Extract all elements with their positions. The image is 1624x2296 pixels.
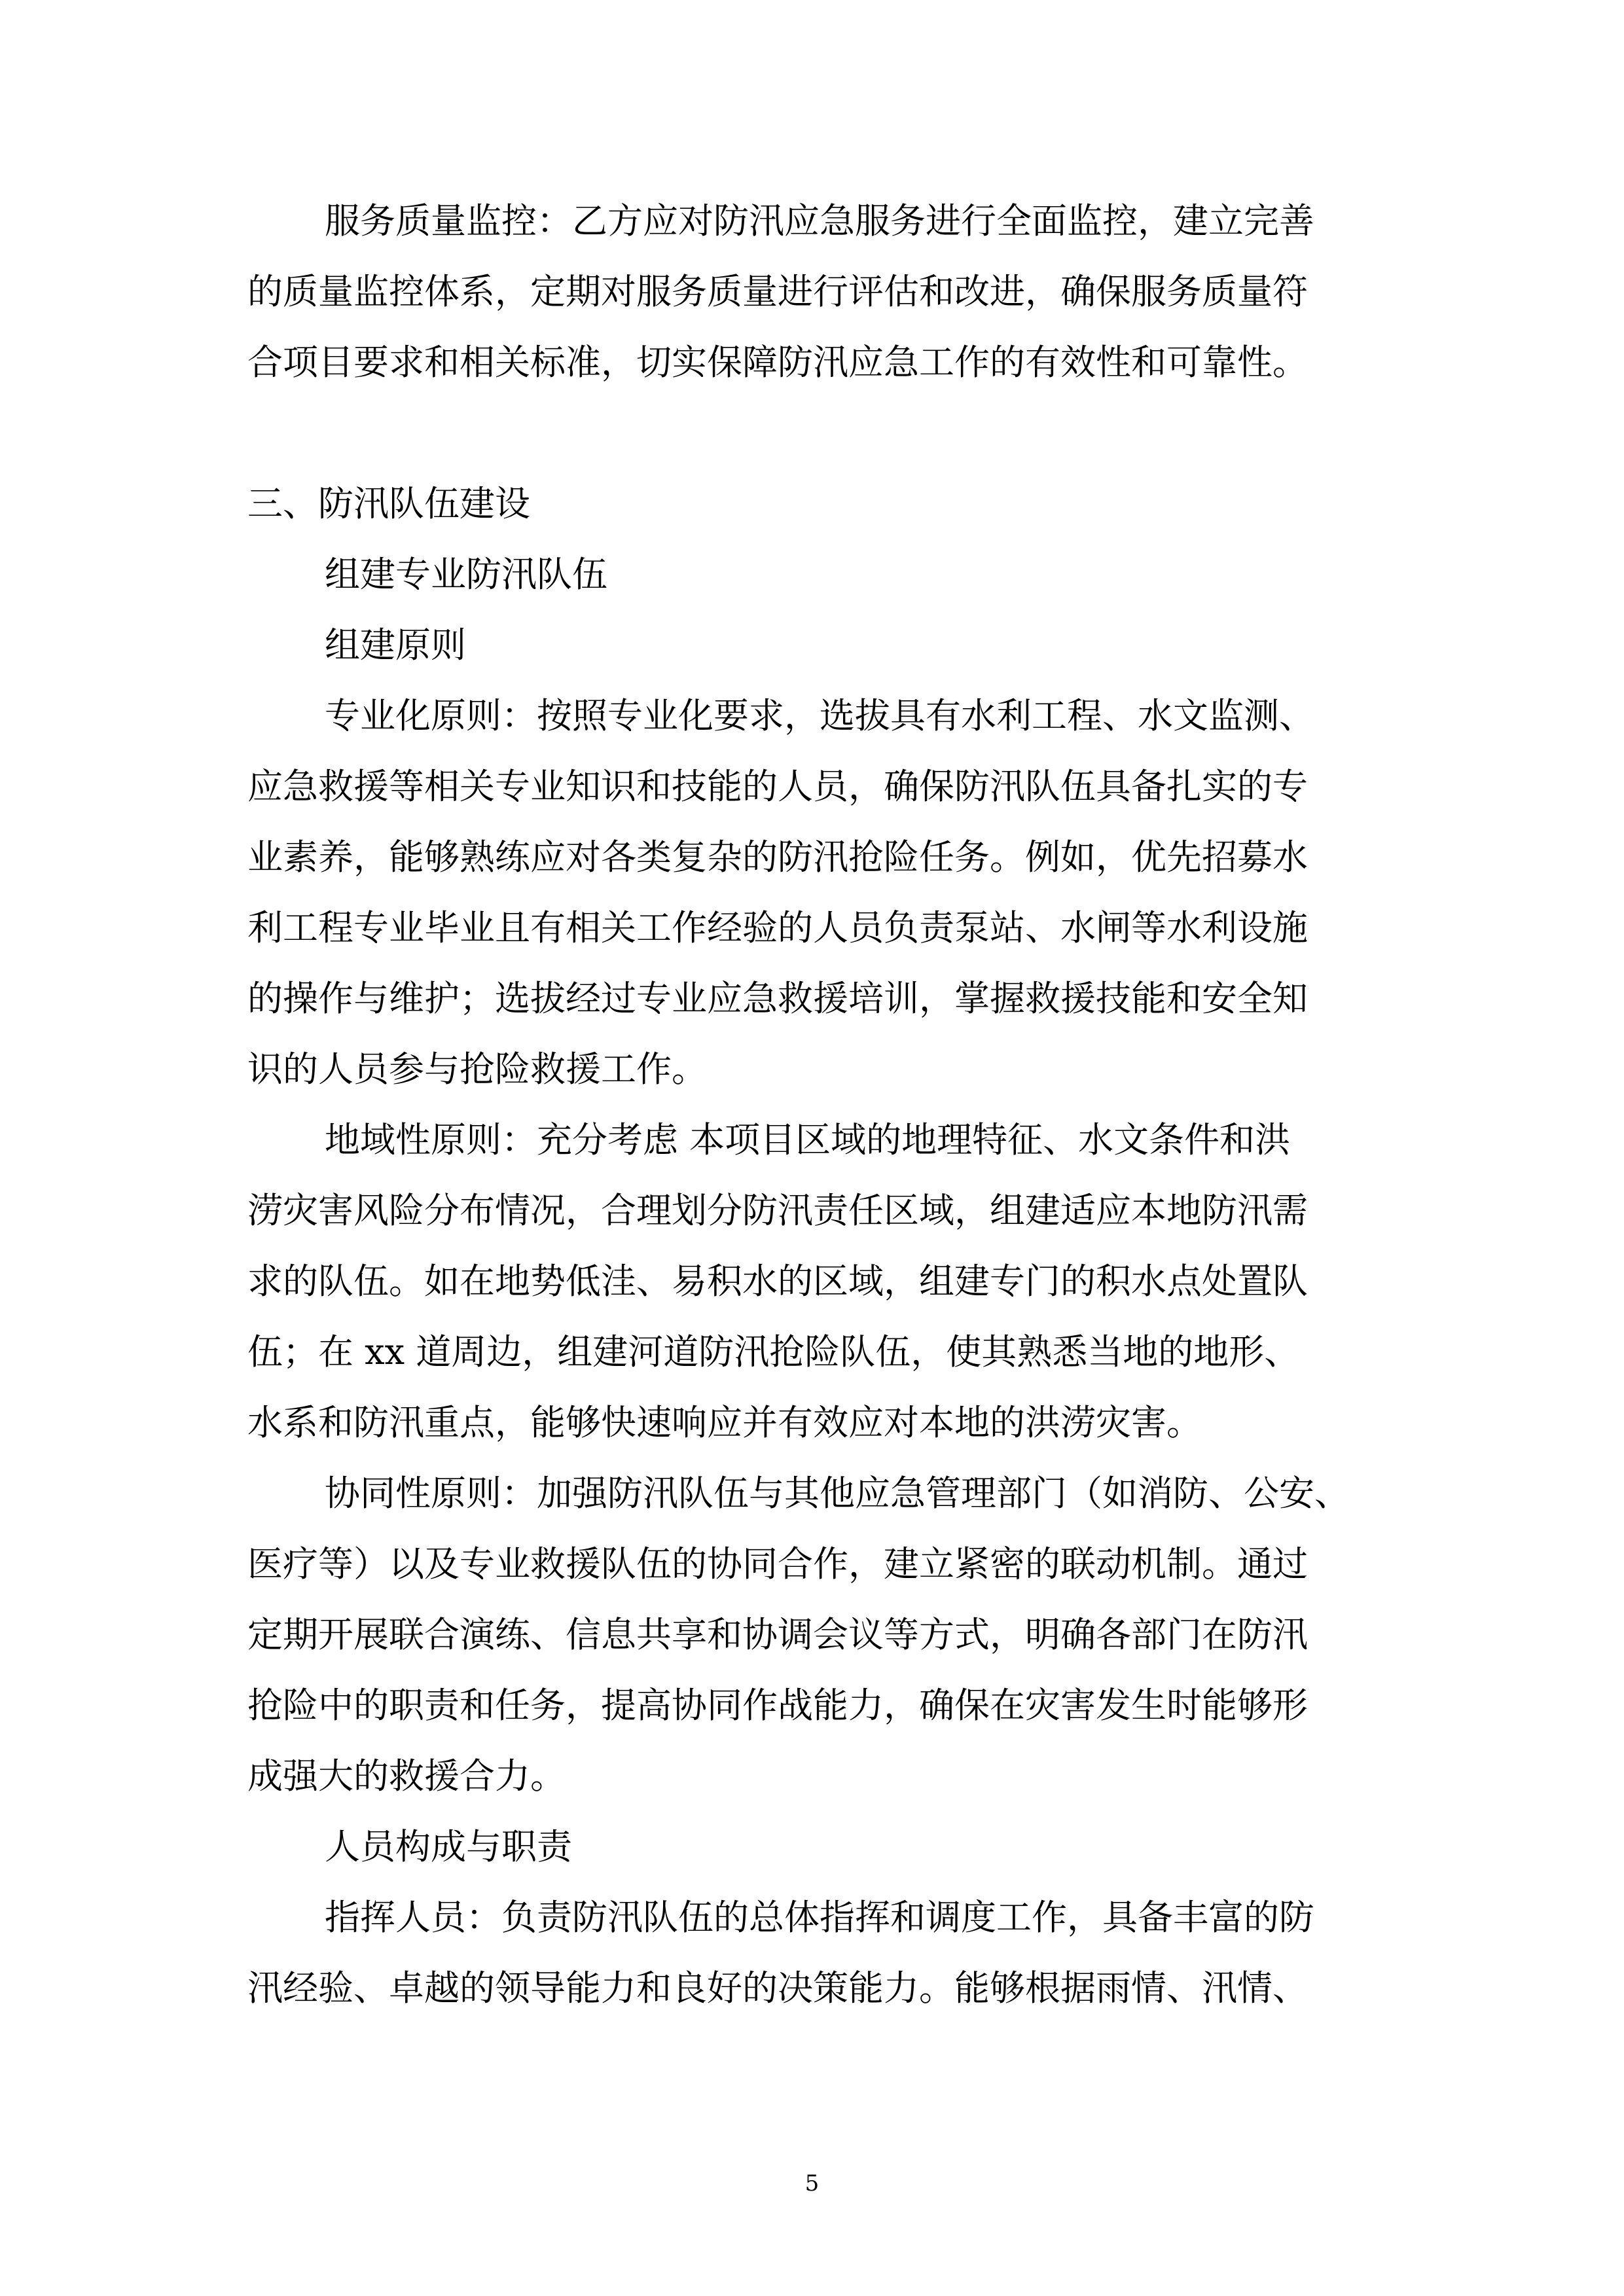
paragraph-line: 成强大的救援合力。 bbox=[247, 1755, 566, 1797]
page-number: 5 bbox=[804, 2170, 820, 2197]
paragraph-line: 医疗等）以及专业救援队伍的协同合作，建立紧密的联动机制。通过 bbox=[247, 1543, 1308, 1585]
paragraph-line: 水系和防汛重点，能够快速响应并有效应对本地的洪涝灾害。 bbox=[247, 1402, 1202, 1443]
paragraph-line: 指挥人员：负责防汛队伍的总体指挥和调度工作，具备丰富的防 bbox=[325, 1897, 1314, 1938]
paragraph-line: 求的队伍。如在地势低洼、易积水的区域，组建专门的积水点处置队 bbox=[247, 1261, 1308, 1302]
paragraph-line: 涝灾害风险分布情况，合理划分防汛责任区域，组建适应本地防汛需 bbox=[247, 1190, 1308, 1231]
subsection-heading: 组建专业防汛队伍 bbox=[325, 554, 607, 595]
paragraph-line: 抢险中的职责和任务，提高协同作战能力，确保在灾害发生时能够形 bbox=[247, 1685, 1308, 1726]
paragraph-line: 利工程专业毕业且有相关工作经验的人员负责泵站、水闸等水利设施 bbox=[247, 907, 1308, 948]
paragraph-line: 伍；在 xx 道周边，组建河道防汛抢险队伍，使其熟悉当地的地形、 bbox=[247, 1331, 1300, 1372]
paragraph-line: 服务质量监控：乙方应对防汛应急服务进行全面监控，建立完善 bbox=[325, 200, 1314, 242]
paragraph-line: 的操作与维护；选拔经过专业应急救援培训，掌握救援技能和安全知 bbox=[247, 978, 1308, 1019]
paragraph-line: 合项目要求和相关标准，切实保障防汛应急工作的有效性和可靠性。 bbox=[247, 342, 1308, 383]
paragraph-line: 应急救援等相关专业知识和技能的人员，确保防汛队伍具备扎实的专 bbox=[247, 766, 1308, 807]
paragraph-line: 汛经验、卓越的领导能力和良好的决策能力。能够根据雨情、汛情、 bbox=[247, 1967, 1308, 2009]
paragraph-line: 协同性原则：加强防汛队伍与其他应急管理部门（如消防、公安、 bbox=[325, 1473, 1350, 1514]
paragraph-line: 地域性原则：充分考虑 本项目区域的地理特征、水文条件和洪 bbox=[325, 1119, 1291, 1160]
subsection-heading: 组建原则 bbox=[325, 624, 466, 666]
section-heading: 三、防汛队伍建设 bbox=[247, 483, 530, 524]
paragraph-line: 定期开展联合演练、信息共享和协调会议等方式，明确各部门在防汛 bbox=[247, 1614, 1308, 1655]
paragraph-line: 业素养，能够熟练应对各类复杂的防汛抢险任务。例如，优先招募水 bbox=[247, 836, 1308, 878]
subsection-heading: 人员构成与职责 bbox=[325, 1826, 572, 1867]
paragraph-line: 专业化原则：按照专业化要求，选拔具有水利工程、水文监测、 bbox=[325, 695, 1314, 736]
paragraph-line: 识的人员参与抢险救援工作。 bbox=[247, 1049, 707, 1090]
paragraph-line: 的质量监控体系，定期对服务质量进行评估和改进，确保服务质量符 bbox=[247, 271, 1308, 312]
